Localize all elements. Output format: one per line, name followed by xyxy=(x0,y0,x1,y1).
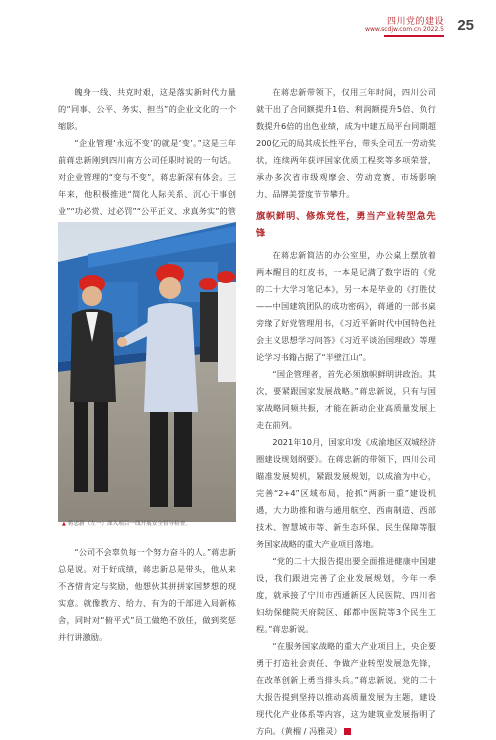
paragraph-text: “在服务国家战略的重大产业项目上，央企要勇于打造社会责任、争做产业转型发展急先锋，在改革创新上勇当排头兵。”蒋忠新说。党的二十大报告提到坚持以推动高质量发展为主题，建设现代化产业体系等内容，这为建筑业发展指明了方向。（黄榴 / 冯雅灵） xyxy=(256,641,436,736)
paragraph: 在蒋忠新简洁的办公室里，办公桌上摆放着两本醒目的红皮书，一本是记满了数字语的《党的二十大学习笔记本》，另一本是毕业的《打胜仗——中国建筑团队的成功密码》，蒋通的一部书桌旁缘了好党管理用书，《习近平新时代中国特色社会主义思想学习问答》《习近平谈治国理政》等理论学习书籍占据了“半壁江山”。 xyxy=(256,250,436,362)
photo-caption xyxy=(62,520,240,529)
right-column xyxy=(256,84,436,740)
paragraph: “党的二十大报告提出要全面推进健康中国建设，我们跟进完善了企业发展规划，今年一季度，就承接了宁川市西通新区人民医院、四川省妇幼保健院天府院区、邮都中医院等3个民生工程。”蒋忠新说。 xyxy=(256,556,436,634)
section-heading: 旗帜鲜明、修炼党性，勇当产业转型急先锋 xyxy=(256,211,436,239)
paragraph: “公司不会辜负每一个努力奋斗的人。”蒋忠新总是说。对于好成绩，蒋忠新总是带头，他从来不吝惜肯定与奖励，他想伙其拼拼家国梦想的现实意。就像教方、给力、有为的干部进入局新栋舍，同时对“俯平式”员工做绝不放任，做到奖惩并行讲激励。 xyxy=(58,547,236,642)
paragraph: “国企管理者，首先必须旗帜鲜明讲政治。其次，要紧跟国家发展战略。”蒋忠新说，只有与国家战略同频共振，才能在新动企业高质量发展上走在前列。 xyxy=(256,369,436,430)
end-mark-icon xyxy=(344,728,351,735)
caption-text: 蒋忠新（左一）深入项目一线开展安全督导检查。 xyxy=(67,521,191,527)
page-header xyxy=(0,0,496,48)
left-column-bottom xyxy=(58,544,236,646)
caption-triangle-icon: ▲ xyxy=(62,521,66,527)
header-accent-bar xyxy=(384,35,444,37)
page-number: 25 xyxy=(457,17,474,34)
paragraph-last xyxy=(256,638,436,740)
paragraph: 在蒋忠新带领下，仅用三年时间，四川公司就干出了合同额提升1倍、利润额提升5倍、负行数提升6倍的出色业绩，成为中建五局平台同期超200亿元的局其成长性平台，带头全司五一劳动奖状，连续两年获评国家优质工程奖等多项荣誉，承办多次省市级观摩会、劳动竞赛、市场影响力、品牌美誉度节节攀升。 xyxy=(256,87,436,199)
magazine-url: www.scdjw.com.cn 2022.5 xyxy=(365,26,444,33)
paragraph: 魄身一线、共克时艰，这是落实新时代力量的“同事、公平、务实、担当”的企业文化的一个缩影。 xyxy=(58,87,236,131)
magazine-title: 四川党的建设 xyxy=(386,17,444,27)
paragraph: “企业管理‘永远不变’的就是‘变’。”这是三年前蒋忠新刚到四川南方公司任职时说的一句话。对企业管理的“变与不变”，蒋忠新深有体会。三年来，他积极推进“简化人际关系、沉心干事创业”“功必赏、过必罚”“公平正义、求真务实”的管 xyxy=(58,138,236,216)
paragraph: 2021年10月，国家印发《成渝地区双城经济圈建设规划纲要》。在蒋忠新的带领下，四川公司瞄准发展契机，紧跟发展规划，以成渝为中心，完善“2+4”区域布局，抢抓“两新一重”建设机遇，大力助推和谐与通用航空、西南制造、西部技术、智慧城市等、新生态环保、民生保障等服务国家战略的重大产业项目落地。 xyxy=(256,437,436,549)
construction-site-photo xyxy=(58,222,236,522)
